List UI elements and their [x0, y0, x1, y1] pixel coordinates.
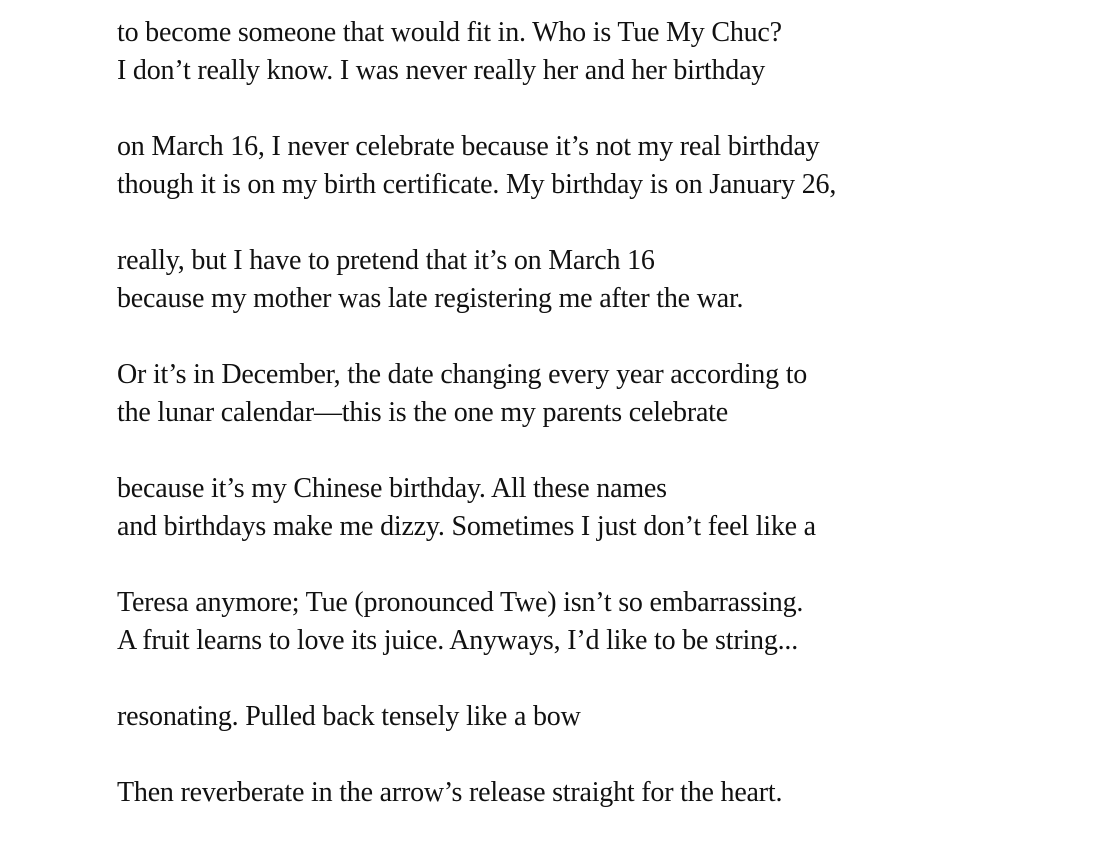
stanza: [117, 774, 836, 812]
stanza: [117, 356, 836, 432]
stanza: [117, 14, 836, 90]
poem-text: [117, 14, 836, 850]
poem-line: to become someone that would fit in. Who is Tue My Chuc?: [117, 17, 782, 48]
poem-line: and birthdays make me dizzy. Sometimes I just don’t feel like a: [117, 511, 816, 542]
poem-line: I don’t really know. I was never really her and her birthday: [117, 55, 766, 86]
poem-line: on March 16, I never celebrate because it’s not my real birthday: [117, 131, 820, 162]
stanza: [117, 470, 836, 546]
poem-line: because it’s my Chinese birthday. All these names: [117, 473, 667, 504]
stanza: [117, 128, 836, 204]
stanza: [117, 698, 836, 736]
poem-line: resonating. Pulled back tensely like a bow: [117, 701, 581, 732]
poem-line: Or it’s in December, the date changing every year according to: [117, 359, 808, 390]
poem-line: Teresa anymore; Tue (pronounced Twe) isn’t so embarrassing.: [117, 587, 804, 618]
stanza: [117, 242, 836, 318]
poem-line: the lunar calendar—this is the one my parents celebrate: [117, 397, 728, 428]
stanza: [117, 584, 836, 660]
poem-line: because my mother was late registering me after the war.: [117, 283, 744, 314]
poem-line: really, but I have to pretend that it’s on March 16: [117, 245, 655, 276]
poem-line: though it is on my birth certificate. My birthday is on January 26,: [117, 169, 837, 200]
poem-line: Then reverberate in the arrow’s release straight for the heart.: [117, 777, 783, 808]
poem-line: A fruit learns to love its juice. Anyways, I’d like to be string...: [117, 625, 799, 656]
